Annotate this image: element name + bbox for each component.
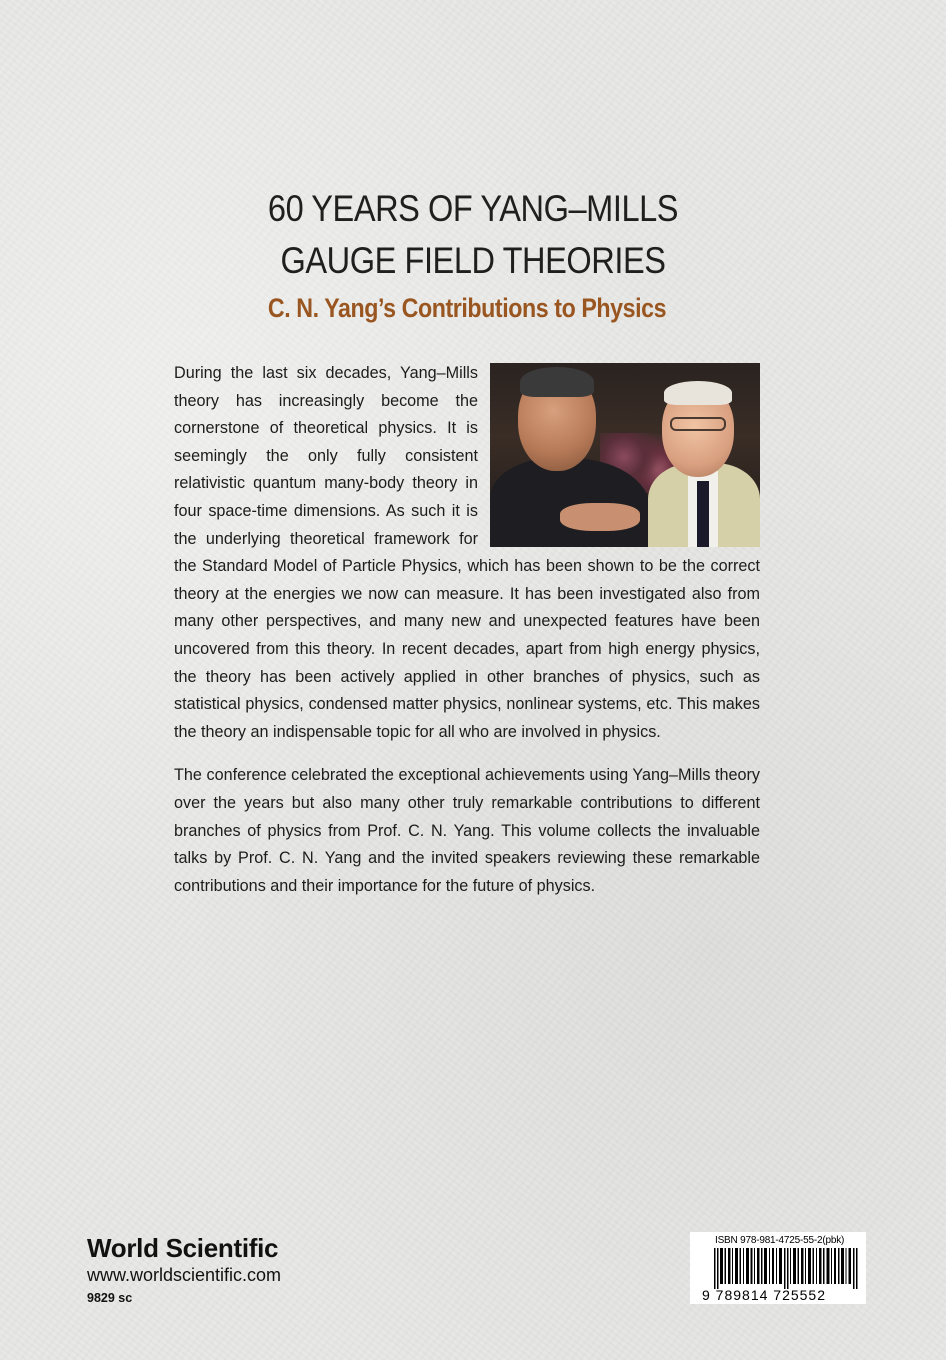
author-photo bbox=[490, 363, 760, 547]
publisher-name: World Scientific bbox=[87, 1233, 279, 1263]
title-line-2: GAUGE FIELD THEORIES bbox=[280, 240, 666, 281]
publisher-block bbox=[87, 1233, 281, 1308]
barcode-bars bbox=[714, 1248, 860, 1289]
book-subtitle: C. N. Yang’s Contributions to Physics bbox=[267, 293, 667, 323]
photo-person-left-hands bbox=[560, 503, 640, 531]
publisher-code: 9829 sc bbox=[87, 1291, 133, 1305]
book-title bbox=[57, 183, 889, 287]
title-line-1: 60 YEARS OF YANG–MILLS bbox=[267, 188, 679, 229]
publisher-url: www.worldscientific.com bbox=[87, 1265, 282, 1285]
blurb-text bbox=[174, 360, 760, 916]
photo-person-right-tie bbox=[697, 481, 709, 547]
isbn-label: ISBN 978-981-4725-55-2(pbk) bbox=[715, 1235, 845, 1246]
photo-person-right-glasses bbox=[670, 417, 726, 431]
blurb-paragraph-2: The conference celebrated the exceptional achievements using Yang–Mills theory over the years but also many other truly remarkable contributions to different branches of physics from Prof. C. N. Yang. This volume collects the invaluable talks by Prof. C. N. Yang and the invited speakers reviewing these remarkable contributions and their importance for the future of physics. bbox=[174, 766, 760, 895]
isbn-barcode bbox=[690, 1232, 866, 1304]
blurb-paragraph-1: During the last six decades, Yang–Mills theory has increasingly become the cornerstone of theoretical physics. It is seemingly the only fully consistent relativistic quantum many-body theory in four space-time dimensions. As such it is the underlying theoretical framework for the Standard Model of Particle Physics, which has been shown to be the correct theory at the energies we now can measure. It has been investigated also from many other perspectives, and many new and unexpected features have been uncovered from this theory. In recent decades, apart from high energy physics, the theory has been actively applied in other branches of physics, such as statistical physics, condensed matter physics, nonlinear systems, etc. This makes the theory an indispensable topic for all who are involved in physics. bbox=[174, 364, 760, 741]
photo-person-left-hair bbox=[520, 367, 594, 397]
photo-person-left-body bbox=[490, 458, 650, 547]
photo-person-right-hair bbox=[664, 381, 732, 405]
barcode-digits: 9 789814 725552 bbox=[702, 1287, 826, 1303]
